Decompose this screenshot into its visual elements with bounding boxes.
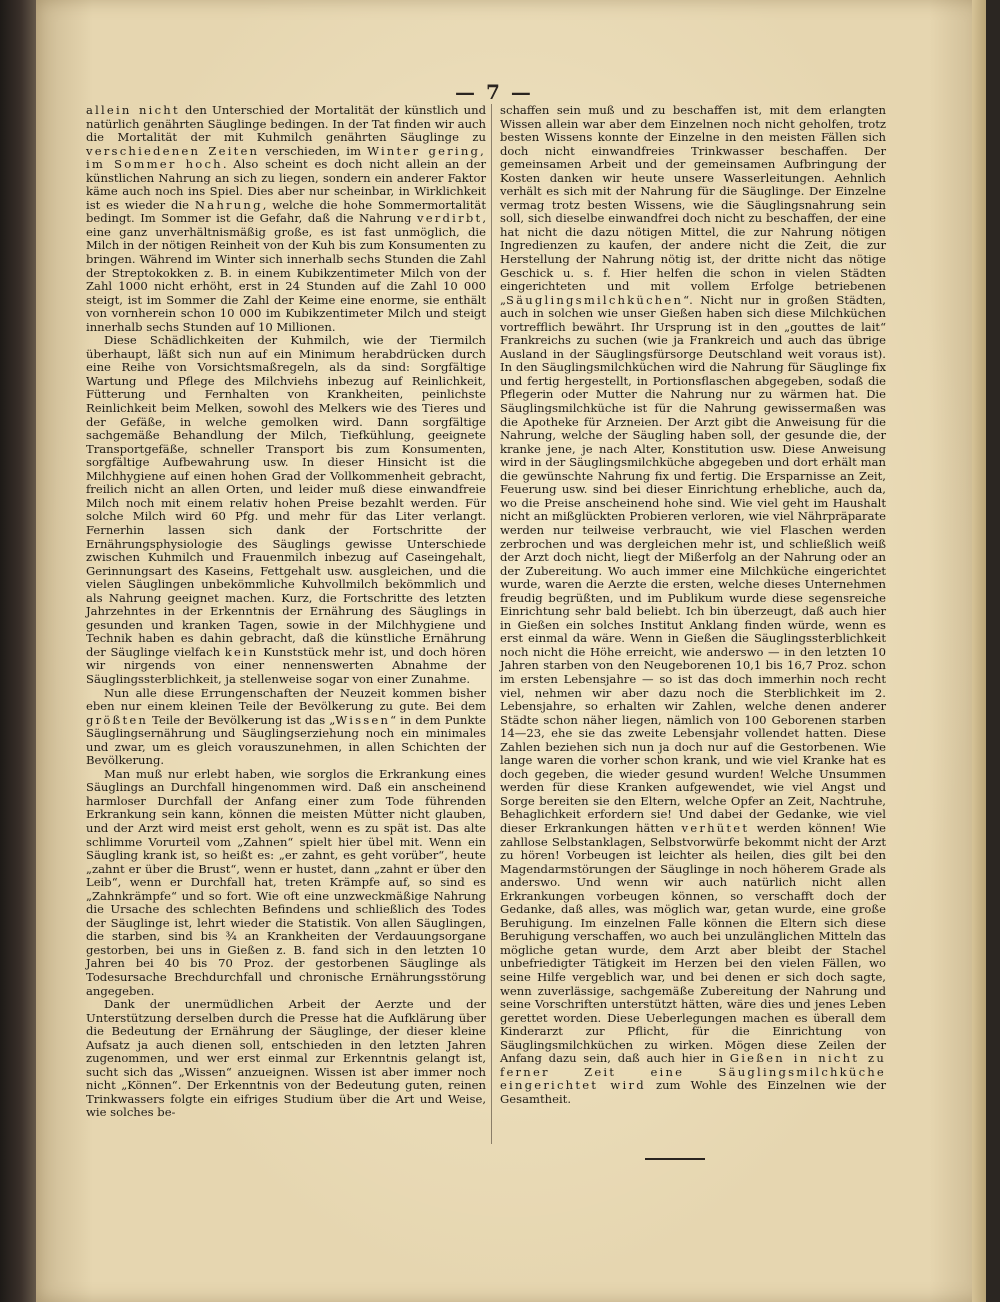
- text-run: , eine ganz unverhältnismäßig große, es ist fast unmöglich, die Milch in der nötigen Reinheit von der Kuh bis zum Konsumenten zu bringen. Während im Winter sich innerhalb sechs Stunden die Zahl der Streptokokken z. B. in einem Kubikzentimeter Milch von der Zahl 1000 nicht erhöht, erst in 24 Stunden auf die Zahl 10 000 steigt, ist im Sommer die Zahl der Keime eine enorme, sie enthält von vornherein schon 10 000 im Kubikzentimeter Milch und steigt innerhalb sechs Stunden auf 10 Millionen.: [86, 211, 486, 334]
- text-run: Kunststück mehr ist, und doch hören wir nirgends von einer nennenswerten Abnahme der Säuglingssterblichkeit, ja stellenweise sogar von einer Zunahme.: [86, 644, 487, 686]
- left-paragraph-1: [86, 104, 486, 334]
- left-paragraph-5: Dank der unermüdlichen Arbeit der Aerzte und der Unterstützung derselben durch die Presse hat die Aufklärung über die Bedeutung der Ernährung der Säuglinge, der dieser kleine Aufsatz ja auch dienen soll, entschieden in den letzten Jahren zugenommen, und wer erst einmal zur Erkenntnis gelangt ist, sucht sich das „Wissen“ anzueignen. Wissen ist aber immer noch nicht „Können“. Der Erkenntnis von der Bedeutung guten, reinen Trinkwassers folgte ein eifriges Studium über die Art und Weise, wie solches be-: [86, 997, 486, 1120]
- spaced-emphasis: allein nicht: [86, 103, 180, 117]
- text-run: verschieden, im: [259, 143, 368, 158]
- right-paragraph-1: [500, 104, 886, 1106]
- left-paragraph-2: [86, 334, 486, 686]
- text-run: “ in dem Punkte Säuglingsernährung und Säuglingserziehung noch ein minimales und zwar, um es gleich vorauszunehmen, in allen Schichten der Bevölkerung.: [86, 712, 486, 768]
- left-column: [86, 104, 486, 1120]
- spaced-emphasis: verschiedenen Zeiten: [86, 143, 260, 158]
- spaced-emphasis: Nahrung: [194, 197, 263, 212]
- text-run: . Also scheint es doch nicht allein an der künstlichen Nahrung an sich zu liegen, sondern ein anderer Faktor käme auch noch ins Spiel. Dies aber nur scheinbar, in Wirklichkeit ist es wieder die: [86, 157, 486, 212]
- right-column: [500, 104, 886, 1106]
- text-run: schaffen sein muß und zu beschaffen ist, mit dem erlangten Wissen allein war aber dem Einzelnen noch nicht geholfen, trotz besten Wissens konnte der Einzelne in den meisten Fällen sich doch nicht einwandfreies Trinkwasser beschaffen. Der gemeinsamen Arbeit und der gemeinsamen Aufbringung der Kosten danken wir heute unsere Wasserleitungen. Aehnlich verhält es sich mit der Nahrung für die Säuglinge. Der Einzelne vermag trotz besten Wissens, wie die Säuglingsnahrung sein soll, sich dieselbe einwandfrei doch nicht zu beschaffen, der eine hat nicht die dazu nötigen Mittel, die zur Nahrung nötigen Ingredienzen zu kaufen, der andere nicht die Zeit, die zur Herstellung der Nahrung nötig ist, der dritte nicht das nötige Geschick u. s. f. Hier helfen die schon in vielen Städten eingerichteten und mit vollem Erfolge betriebenen „: [500, 103, 886, 307]
- text-run: zum Wohle des Einzelnen wie der Gesamtheit.: [500, 1078, 886, 1106]
- column-divider: [491, 104, 492, 1144]
- end-rule: [645, 1158, 705, 1160]
- spaced-emphasis: größten: [86, 712, 149, 727]
- spaced-emphasis: Gießen in nicht zu ferner Zeit eine Säuglingsmilchküche eingerichtet wird: [500, 1051, 886, 1093]
- left-paragraph-4: Man muß nur erlebt haben, wie sorglos die Erkrankung eines Säuglings an Durchfall hingenommen wird. Daß ein anscheinend harmloser Durchfall der Anfang einer zum Tode führenden Erkrankung sein kann, können die meisten Mütter nicht glauben, und der Arzt wird meist erst geholt, wenn es zu spät ist. Das alte schlimme Vorurteil vom „Zahnen“ spielt hier übel mit. Wenn ein Säugling krank ist, so heißt es: „er zahnt, es geht vorüber“, heute „zahnt er über die Brust“, wenn er hustet, dann „zahnt er über den Leib“, wenn er Durchfall hat, treten Krämpfe auf, so sind es „Zahnkrämpfe“ und so fort. Wie oft eine unzweckmäßige Nahrung die Ursache des schlechten Befindens und schließlich des Todes der Säuglinge ist, lehrt wieder die Statistik. Von allen Säuglingen, die starben, sind bis ¾ an Krankheiten der Verdauungsorgane gestorben, bei uns in Gießen z. B. fand sich in den letzten 10 Jahren bei 40 bis 70 Proz. der gestorbenen Säuglinge als Todesursache Brechdurchfall und chronische Ernährungsstörung angegeben.: [86, 766, 486, 998]
- text-run: “. Nicht nur in großen Städten, auch in solchen wie unser Gießen haben sich diese Milchküchen vortrefflich bewährt. Ihr Ursprung ist in den „gouttes de lait“ Frankreichs zu suchen (wie ja Frankreich und auch das übrige Ausland in der Säuglingsfürsorge Deutschland weit voraus ist). In den Säuglingsmilchküchen wird die Nahrung für Säuglinge fix und fertig hergestellt, in Portionsflaschen abgegeben, sodaß die Pflegerin oder Mutter die Nahrung nur zu wärmen hat. Die Säuglingsmilchküche ist für die Nahrung gewissermaßen was die Apotheke für Arzneien. Der Arzt gibt die Anweisung für die Nahrung, welche der Säugling haben soll, der gesunde die, der kranke jene, je nach Alter, Konstitution usw. Diese Anweisung wird in der Säuglingsmilchküche abgegeben und dort erhält man die gewünschte Nahrung fix und fertig. Die Ersparnisse an Zeit, Feuerung usw. sind bei dieser Einrichtung erhebliche, auch da, wo die Preise anscheinend hohe sind. Wie viel geht im Haushalt nicht an mißglückten Probieren verloren, wie viel Nährpräparate werden nur teilweise verbraucht, wie viel Flaschen werden zerbrochen und was dergleichen mehr ist, und schließlich weiß der Arzt doch nicht, liegt der Mißerfolg an der Nahrung oder an der Zubereitung. Wo auch immer eine Milchküche eingerichtet wurde, waren die Aerzte die ersten, welche dieses Unternehmen freudig begrüßten, und im Publikum wurde diese segensreiche Einrichtung sehr bald beliebt. Ich bin überzeugt, daß auch hier in Gießen ein solches Institut Anklang finden würde, wenn es erst einmal da wäre. Wenn in Gießen die Säuglingssterblichkeit noch nicht die Höhe erreicht, wie anderswo — in den letzten 10 Jahren starben von den Neugeborenen 10,1 bis 16,7 Proz. schon im ersten Lebensjahre — so ist das doch immerhin noch recht viel, nehmen wir aber dazu noch die Sterblichkeit im 2. Lebensjahre, so erhalten wir Zahlen, welche denen anderer Städte schon näher liegen, nämlich von 100 Geborenen starben 14—23, ehe sie das zweite Lebensjahr vollendet hatten. Diese Zahlen beziehen sich nun ja doch nur auf die Gestorbenen. Wie lange waren die vorher schon krank, und wie viel Kranke hat es doch gegeben, die wieder gesund wurden! Welche Unsummen werden für diese Kranken aufgewendet, wie viel Angst und Sorge bereiten sie den Eltern, welche Opfer an Zeit, Nachtruhe, Behaglichkeit erfordern sie! Und dabei der Gedanke, wie viel dieser Erkrankungen hätten: [500, 292, 886, 835]
- page-number: — 7 —: [455, 80, 533, 104]
- page-edge: [972, 0, 986, 1302]
- spaced-emphasis: Winter gering, im Sommer hoch: [86, 143, 487, 172]
- text-run: Nun alle diese Errungenschaften der Neuzeit kommen bisher eben nur einem kleinen Teile der Bevölkerung zu gute. Bei dem: [86, 685, 486, 714]
- spaced-emphasis: Säuglingsmilchküchen: [506, 292, 684, 307]
- text-run: den Unterschied der Mortalität der künstlich und natürlich genährten Säuglinge bedingen. In der Tat finden wir auch die Mortalität der mit Kuhmilch genährten Säuglinge zu: [86, 103, 487, 145]
- spaced-emphasis: Wissen: [335, 712, 391, 727]
- text-run: Teile der Bevölkerung ist das „: [148, 712, 336, 727]
- left-paragraph-3: [86, 687, 486, 768]
- spaced-emphasis: kein: [224, 644, 259, 659]
- spaced-emphasis: verdirbt: [417, 211, 483, 226]
- book-spine: [0, 0, 38, 1302]
- text-run: Diese Schädlichkeiten der Kuhmilch, wie der Tiermilch überhaupt, läßt sich nun auf ein Minimum herabdrücken durch eine Reihe von Vorsichtsmaßregeln, als da sind: Sorgfältige Wartung und Pflege des Milchviehs inbezug auf Reinlichkeit, Fütterung und Fernhalten von Krankheiten, peinlichste Reinlichkeit beim Melken, sowohl des Melkers wie des Tieres und der Gefäße, in welche gemolken wird. Dann sorgfältige sachgemäße Behandlung der Milch, Tiefkühlung, geeignete Transportgefäße, schneller Transport bis zum Konsumenten, sorgfältige Aufbewahrung usw. In dieser Hinsicht ist die Milchhygiene auf einen hohen Grad der Vollkommenheit gebracht, freilich nicht an allen Orten, und leider muß diese einwandfreie Milch noch mit einem relativ hohen Preise bezahlt werden. Für solche Milch wird 60 Pfg. und mehr für das Liter verlangt. Fernerhin lassen sich dank der Fortschritte der Ernährungsphysiologie des Säuglings gewisse Unterschiede zwischen Kuhmilch und Frauenmilch inbezug auf Caseingehalt, Gerinnungsart des Kaseins, Fettgehalt usw. ausgleichen, und die vielen Säuglingen unbekömmliche Kuhvollmilch bekömmlich und als Nahrung geeignet machen. Kurz, die Fortschritte des letzten Jahrzehntes in der Erkenntnis der Ernährung des Säuglings in gesunden und kranken Tagen, sowie in der Milchhygiene und Technik haben es dahin gebracht, daß die künstliche Ernährung der Säuglinge vielfach: [86, 333, 486, 659]
- text-run: werden können! Wie zahllose Selbstanklagen, Selbstvorwürfe bekommt nicht der Arzt zu hören! Vorbeugen ist leichter als heilen, dies gilt bei den Magendarmstörungen der Säuglinge in noch höherem Grade als anderswo. Und wenn wir auch natürlich nicht allen Erkrankungen vorbeugen können, so verschafft doch der Gedanke, daß alles, was möglich war, getan wurde, eine große Beruhigung. Im einzelnen Falle können die Eltern sich diese Beruhigung verschaffen, wo auch bei unzulänglichen Mitteln das mögliche getan wurde, dem Arzt aber bleibt der Stachel unbefriedigter Tätigkeit im Herzen bei den vielen Fällen, wo seine Hilfe vergeblich war, und bei denen er sich doch sagte, wenn zuverlässige, sachgemäße Zubereitung der Nahrung und seine Vorschriften unterstützt hätten, wäre dies und jenes Leben gerettet worden. Diese Ueberlegungen machen es überall dem Kinderarzt zur Pflicht, für die Einrichtung von Säuglingsmilchküchen zu wirken. Mögen diese Zeilen der Anfang dazu sein, daß auch hier in: [500, 820, 886, 1066]
- spaced-emphasis: verhütet: [681, 820, 750, 835]
- text-run: , welche die hohe Sommermortalität bedingt. Im Sommer ist die Gefahr, daß die Nahrung: [86, 197, 486, 226]
